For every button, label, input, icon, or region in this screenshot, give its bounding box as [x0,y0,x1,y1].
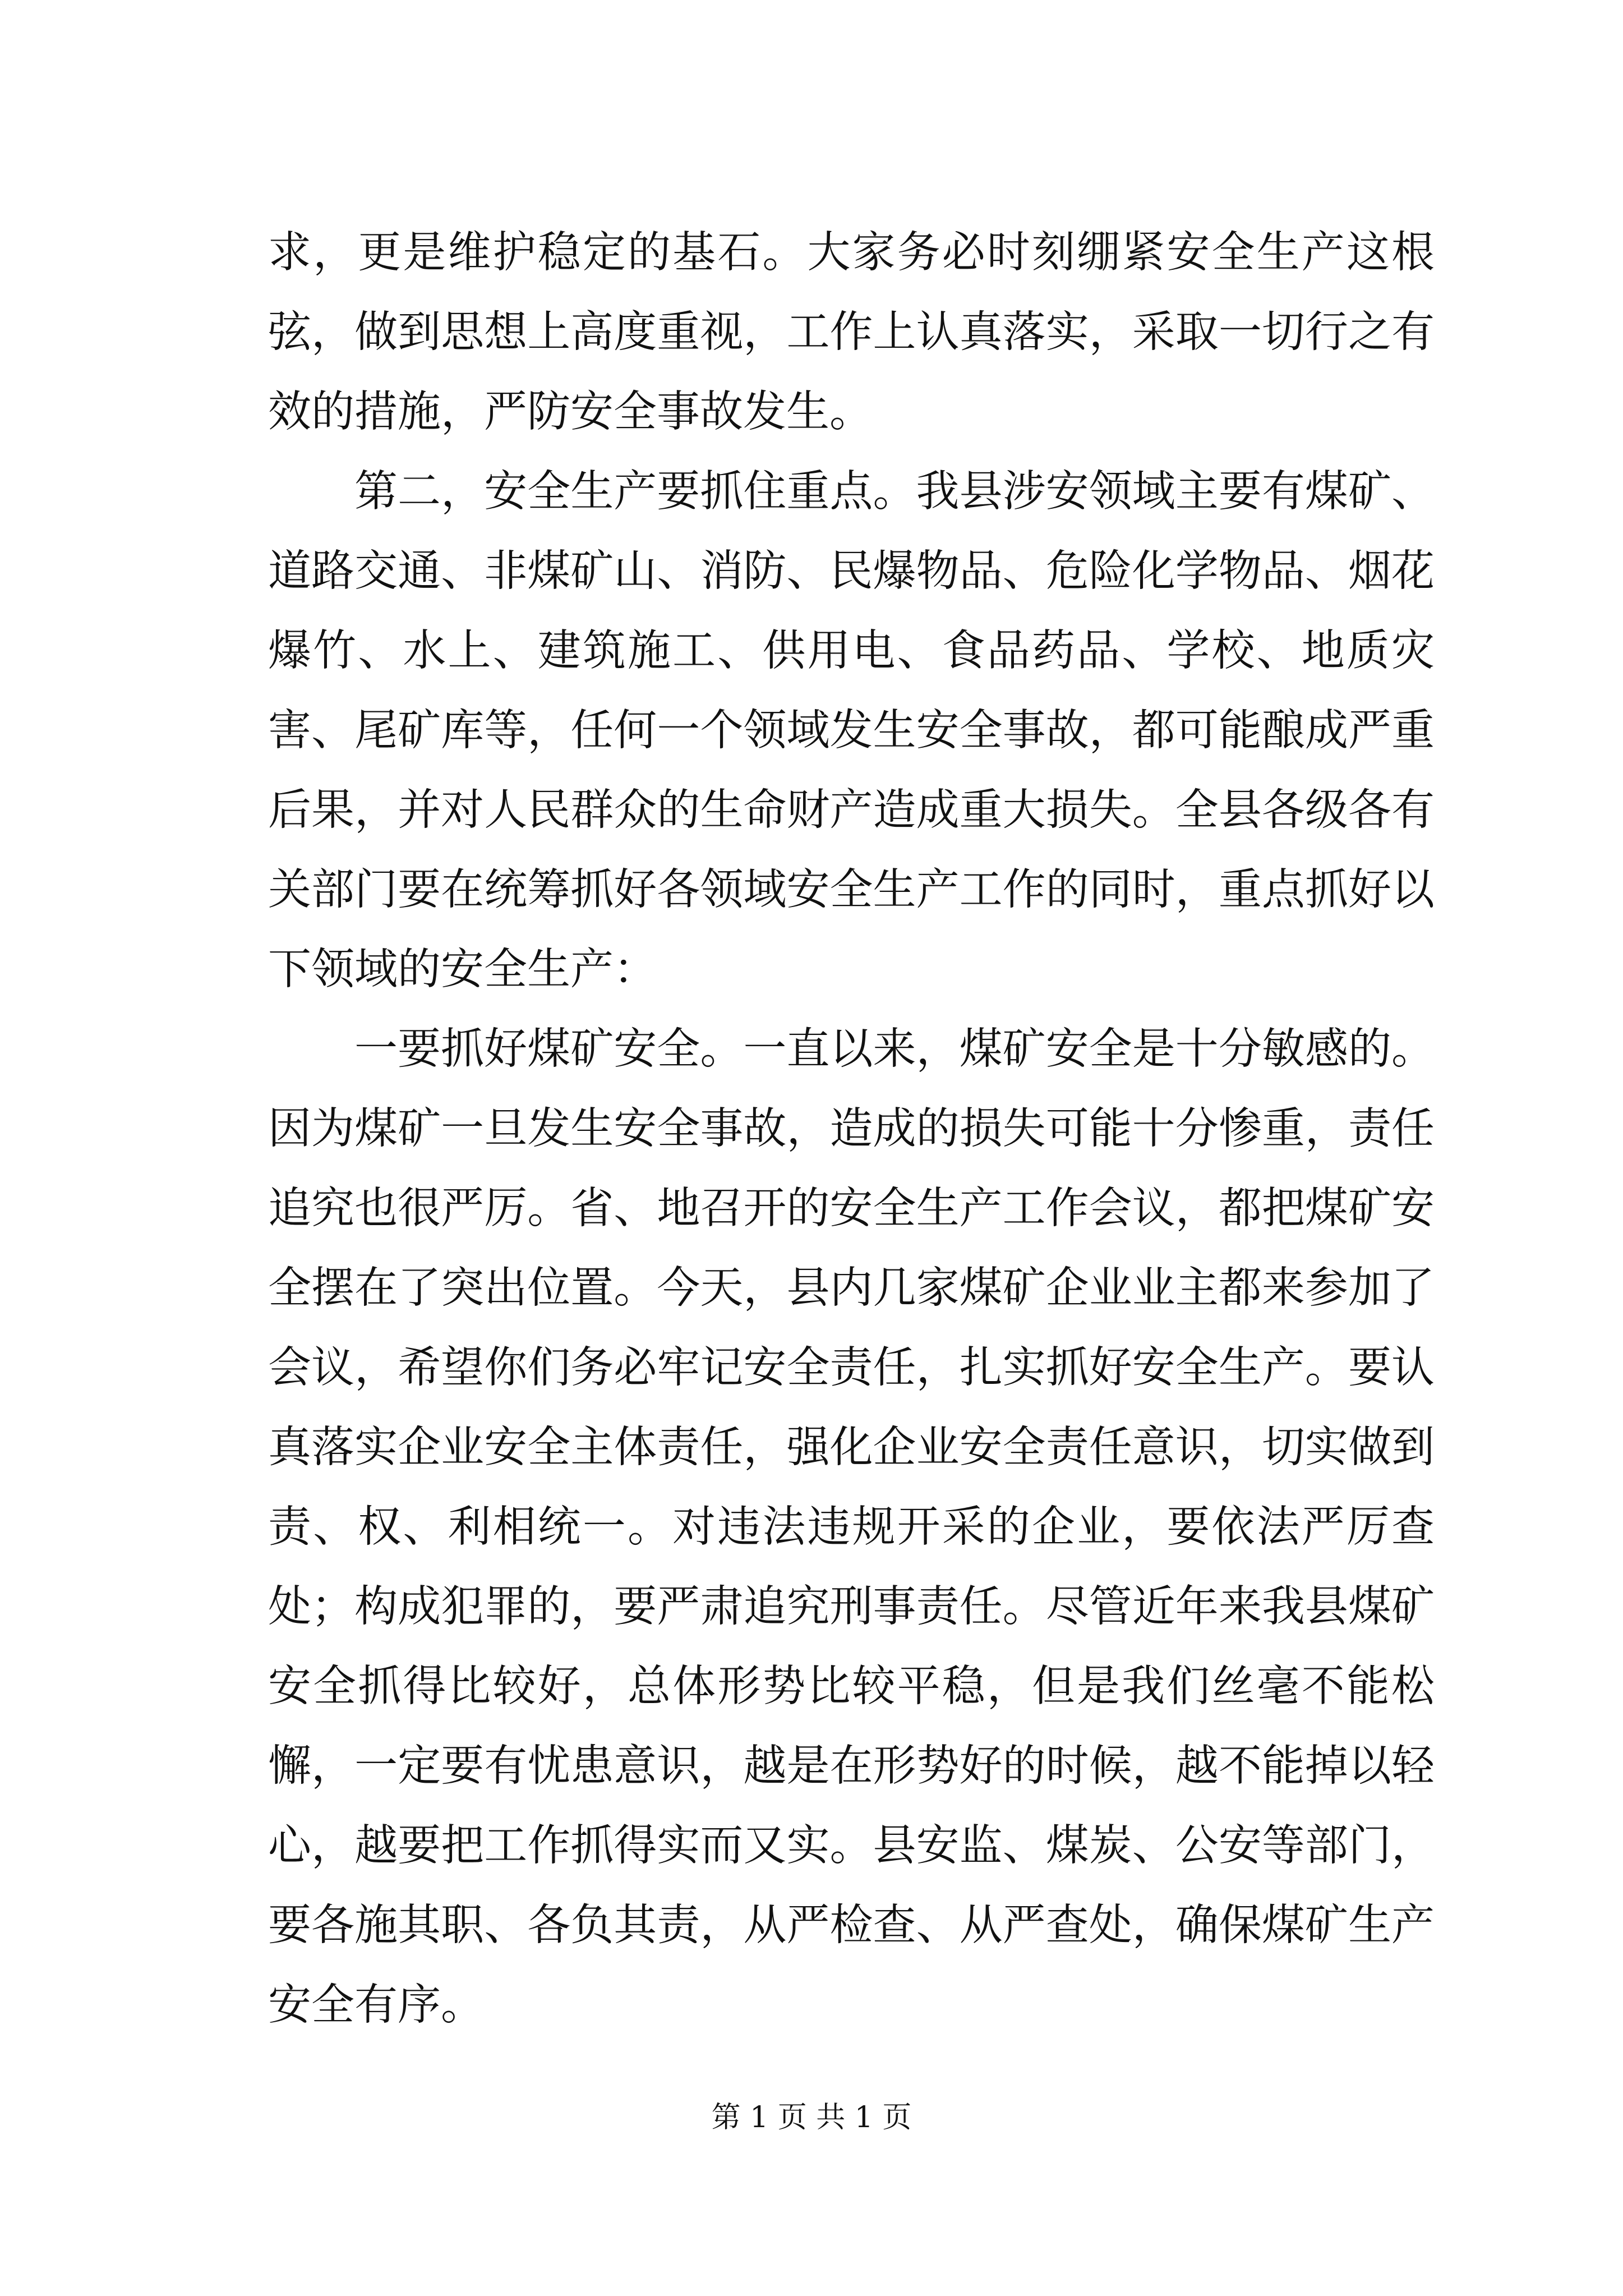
document-body [268,213,1435,2045]
paragraph-coal-mine-safety: 一要抓好煤矿安全。一直以来，煤矿安全是十分敏感的。因为煤矿一旦发生安全事故，造成的损失可能十分惨重，责任追究也很严厉。省、地召开的安全生产工作会议，都把煤矿安全摆在了突出位置。今天，县内几家煤矿企业业主都来参加了会议，希望你们务必牢记安全责任，扎实抓好安全生产。要认真落实企业安全主体责任，强化企业安全责任意识，切实做到责、权、利相统一。对违法违规开采的企业，要依法严厉查处；构成犯罪的，要严肃追究刑事责任。尽管近年来我县煤矿安全抓得比较好，总体形势比较平稳，但是我们丝毫不能松懈，一定要有忧患意识，越是在形势好的时候，越不能掉以轻心，越要把工作抓得实而又实。县安监、煤炭、公安等部门，要各施其职、各负其责，从严检查、从严查处，确保煤矿生产安全有序。 [268,1024,1435,2030]
paragraph-continuation: 求，更是维护稳定的基石。大家务必时刻绷紧安全生产这根弦，做到思想上高度重视，工作上认真落实，采取一切行之有效的措施，严防安全事故发生。 [268,228,1435,437]
paragraph-key-points: 第二，安全生产要抓住重点。我县涉安领域主要有煤矿、道路交通、非煤矿山、消防、民爆物品、危险化学物品、烟花爆竹、水上、建筑施工、供用电、食品药品、学校、地质灾害、尾矿库等，任何一个领域发生安全事故，都可能酿成严重后果，并对人民群众的生命财产造成重大损失。全县各级各有关部门要在统筹抓好各领域安全生产工作的同时，重点抓好以下领域的安全生产： [268,467,1435,995]
page-footer: 第 1 页 共 1 页 [711,2101,912,2134]
